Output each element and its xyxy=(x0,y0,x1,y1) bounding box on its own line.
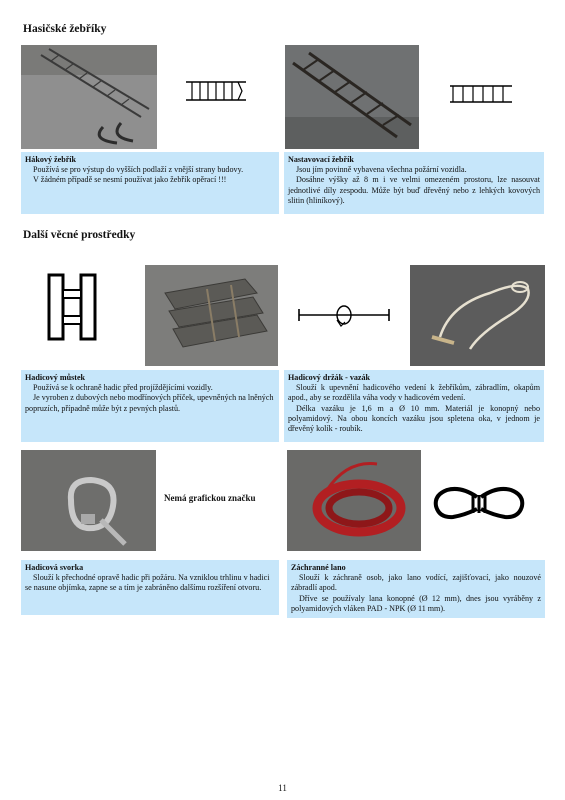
item-text: V žádném případě se nesmí používat jako žebřík opěrací !!! xyxy=(33,175,227,185)
hook-ladder-symbol-icon xyxy=(184,79,246,110)
section-heading-ladders: Hasičské žebříky xyxy=(23,23,107,35)
no-symbol-note: Nemá grafickou značku xyxy=(164,493,256,503)
photo-hose-clamp xyxy=(21,450,156,551)
photo-hose-bridge xyxy=(145,265,278,366)
photo-rescue-rope xyxy=(287,450,421,551)
description-box-hose-holder xyxy=(284,370,544,442)
item-title: Hadicový držák - vazák xyxy=(288,373,371,382)
item-title: Hadicový můstek xyxy=(25,373,86,382)
item-text: Slouží k přechodné opravě hadic při požáru. Na vzniklou trhlinu v hadici se nasune objímka, zapne se a tím je zabráněno dalšímu rozšíření otvoru. xyxy=(25,573,270,593)
description-box-extension-ladder xyxy=(284,152,544,214)
hose-bridge-symbol-icon xyxy=(46,272,98,347)
item-text: Slouží k upevnění hadicového vedení k žebříkům, zábradlím, okapům apod., aby se rozdělila váha vody v hadicovém vedení. xyxy=(288,383,540,403)
item-text: Je vyroben z dubových nebo modřínových příček, upevněných na lněných popruzích, případně může být z pevných plastů. xyxy=(25,393,274,413)
item-text: Délka vazáku je 1,6 m a Ø 10 mm. Materiál je konopný nebo polyamidový. Na obou koncích vazáku jsou spletena oka, v jednom je dřevěný kolík - roubík. xyxy=(288,403,540,434)
description-box-hook-ladder xyxy=(21,152,279,214)
extension-ladder-symbol-icon xyxy=(450,83,512,110)
description-box-hose-bridge xyxy=(21,370,279,442)
item-text: Slouží k záchraně osob, jako lano vodící, zajišťovací, jako nouzové zábradlí apod. xyxy=(291,573,541,593)
description-box-rescue-rope xyxy=(287,560,545,618)
description-box-hose-clamp xyxy=(21,560,279,615)
item-title: Záchranné lano xyxy=(291,563,346,572)
item-text: Dříve se používaly lana konopné (Ø 12 mm), dnes jsou vyráběny z polyamidových vláken PAD - NPK (Ø 11 mm). xyxy=(291,593,541,613)
section-heading-other-equipment: Další věcné prostředky xyxy=(23,229,136,241)
item-text: Jsou jím povinně vybavena všechna požární vozidla. xyxy=(296,165,467,175)
item-text: Používá se k ochraně hadic před projíždějícími vozidly. xyxy=(33,383,213,393)
rescue-rope-symbol-icon xyxy=(431,484,527,529)
item-title: Hadicová svorka xyxy=(25,563,84,572)
photo-hook-ladder xyxy=(21,45,157,149)
photo-extension-ladder xyxy=(285,45,419,149)
item-text: Dosáhne výšky až 8 m i ve velmi omezeném prostoru, lze nasouvat jednotlivé díly zespodu. Může být buď dřevěný nebo z lehkých kovových slitin (hliníkový). xyxy=(288,175,540,205)
item-title: Hákový žebřík xyxy=(25,155,77,164)
photo-hose-holder xyxy=(410,265,545,366)
item-text: Používá se pro výstup do vyšších podlaží z vnější strany budovy. xyxy=(33,165,244,175)
page-number: 11 xyxy=(278,783,287,793)
hose-holder-symbol-icon xyxy=(297,302,391,333)
item-title: Nastavovací žebřík xyxy=(288,155,354,164)
